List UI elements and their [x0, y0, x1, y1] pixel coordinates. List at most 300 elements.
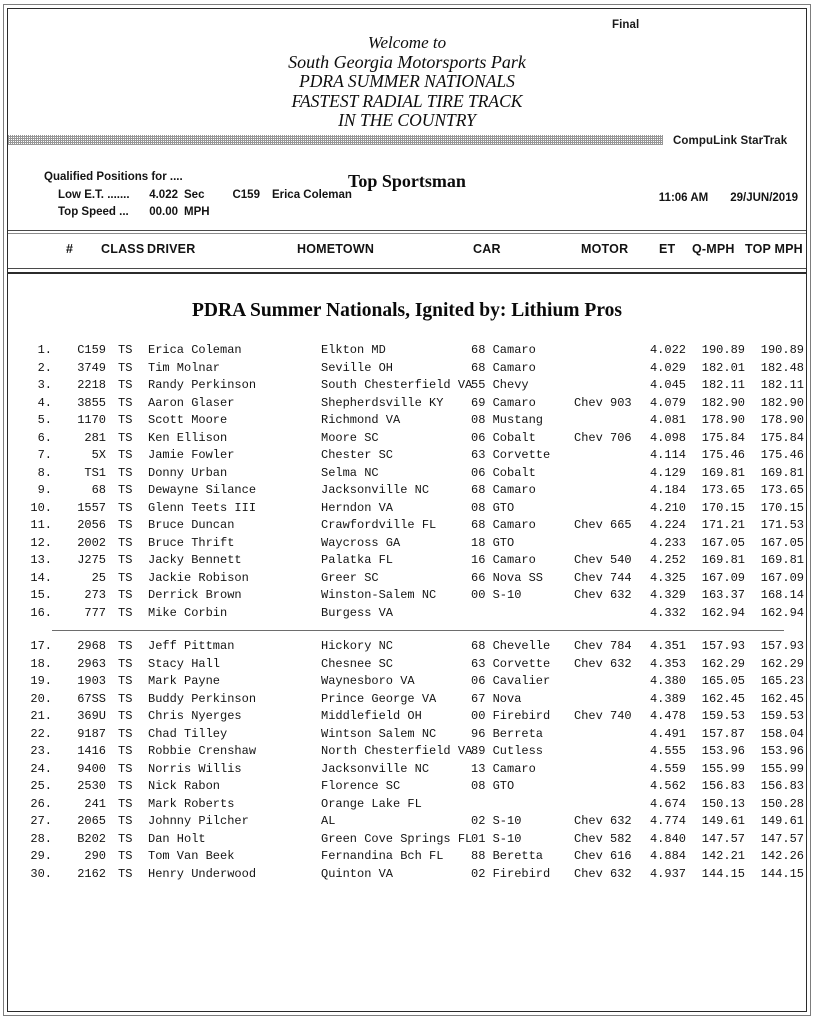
row-driver: Tim Molnar	[148, 360, 221, 375]
row-qmph: 156.83	[701, 779, 745, 793]
row-class: TS	[118, 378, 133, 392]
row-topmph: 167.05	[760, 535, 804, 550]
row-et: 4.389	[649, 691, 686, 706]
row-topmph: 162.45	[760, 691, 804, 706]
row-et: 4.045	[649, 378, 686, 392]
row-et: 4.555	[649, 744, 686, 758]
welcome-line-event: PDRA SUMMER NATIONALS	[299, 71, 515, 91]
row-car: 88 Beretta	[471, 849, 544, 863]
table-row	[8, 656, 806, 674]
table-row	[8, 500, 806, 518]
table-row	[8, 552, 806, 570]
table-row	[8, 673, 806, 691]
table-row	[8, 342, 806, 360]
row-driver: Chris Nyerges	[148, 709, 242, 723]
row-qmph: 147.57	[701, 831, 745, 846]
row-position: 26.	[30, 796, 52, 811]
row-topmph: 162.29	[760, 656, 804, 671]
table-row	[8, 813, 806, 831]
row-topmph: 170.15	[760, 500, 804, 515]
row-class: TS	[118, 430, 133, 445]
row-car: 68 Camaro	[471, 518, 536, 532]
row-et: 4.252	[649, 553, 686, 567]
row-driver: Nick Rabon	[148, 779, 221, 793]
row-class: TS	[118, 360, 133, 375]
row-qmph: 162.29	[701, 656, 745, 671]
row-topmph: 169.81	[760, 465, 804, 480]
row-driver: Jacky Bennett	[148, 553, 242, 567]
row-motor: Chev 740	[574, 709, 632, 723]
row-car-number: 1170	[77, 413, 106, 427]
row-car: 06 Cobalt	[471, 430, 536, 445]
row-class: TS	[118, 674, 133, 688]
row-motor: Chev 632	[574, 866, 632, 881]
row-car-number: 2056	[77, 518, 106, 532]
row-topmph: 165.23	[760, 674, 804, 688]
row-motor: Chev 665	[574, 518, 632, 532]
row-driver: Dan Holt	[148, 831, 206, 846]
row-et: 4.884	[649, 849, 686, 863]
row-car: 01 S-10	[471, 831, 522, 846]
row-qmph: 157.87	[701, 726, 745, 741]
row-car: 63 Corvette	[471, 656, 551, 671]
row-class: TS	[118, 709, 133, 723]
row-car-number: 1557	[77, 500, 106, 515]
row-position: 23.	[30, 744, 52, 758]
row-hometown: Prince George VA	[321, 691, 437, 706]
table-row	[8, 761, 806, 779]
table-row	[8, 587, 806, 605]
row-position: 18.	[30, 656, 52, 671]
row-position: 1.	[37, 343, 52, 357]
row-class: TS	[118, 343, 133, 357]
table-row	[8, 535, 806, 553]
row-qmph: 157.93	[701, 639, 745, 653]
column-header-hometown: HOMETOWN	[297, 242, 375, 256]
row-position: 21.	[30, 709, 52, 723]
row-position: 10.	[30, 500, 52, 515]
row-hometown: Shepherdsville KY	[321, 395, 444, 410]
table-row	[8, 412, 806, 430]
row-class: TS	[118, 831, 133, 846]
row-hometown: Winston-Salem NC	[321, 588, 437, 602]
row-driver: Jamie Fowler	[148, 448, 235, 462]
row-driver: Jackie Robison	[148, 570, 249, 585]
column-header-motor: MOTOR	[581, 242, 629, 256]
row-motor: Chev 744	[574, 570, 632, 585]
row-et: 4.937	[649, 866, 686, 881]
row-hometown: Chesnee SC	[321, 656, 394, 671]
row-qmph: 175.84	[701, 430, 745, 445]
row-et: 4.325	[649, 570, 686, 585]
table-row	[8, 482, 806, 500]
row-hometown: Moore SC	[321, 430, 379, 445]
row-position: 5.	[37, 413, 52, 427]
row-car-number: 273	[84, 588, 106, 602]
row-driver: Bruce Duncan	[148, 518, 235, 532]
table-row	[8, 831, 806, 849]
row-hometown: North Chesterfield VA	[321, 744, 473, 758]
table-row	[8, 848, 806, 866]
row-qmph: 182.90	[701, 395, 745, 410]
row-class: TS	[118, 413, 133, 427]
row-car: 18 GTO	[471, 535, 515, 550]
row-qmph: 167.09	[701, 570, 745, 585]
row-et: 4.098	[649, 430, 686, 445]
row-position: 25.	[30, 779, 52, 793]
row-topmph: 149.61	[760, 814, 804, 828]
row-car: 68 Camaro	[471, 483, 536, 497]
timestamp-block	[659, 192, 798, 204]
row-class: TS	[118, 796, 133, 811]
row-car-number: 25	[91, 570, 106, 585]
row-car-number: 9400	[77, 761, 106, 776]
row-et: 4.184	[649, 483, 686, 497]
row-motor: Chev 616	[574, 849, 632, 863]
row-topmph: 190.89	[760, 343, 804, 357]
row-topmph: 159.53	[760, 709, 804, 723]
row-qmph: 150.13	[701, 796, 745, 811]
row-class: TS	[118, 465, 133, 480]
column-header-qmph: Q-MPH	[692, 242, 735, 256]
row-et: 4.079	[649, 395, 686, 410]
row-topmph: 153.96	[760, 744, 804, 758]
row-motor: Chev 784	[574, 639, 632, 653]
row-driver: Robbie Crenshaw	[148, 744, 257, 758]
row-driver: Bruce Thrift	[148, 535, 235, 550]
row-car-number: B202	[77, 831, 106, 846]
table-row	[8, 517, 806, 535]
column-header-et: ET	[659, 242, 676, 256]
row-topmph: 175.84	[760, 430, 804, 445]
row-car-number: 2218	[77, 378, 106, 392]
row-car-number: 3749	[77, 360, 106, 375]
row-position: 11.	[30, 518, 52, 532]
row-qmph: 163.37	[701, 588, 745, 602]
row-position: 8.	[37, 465, 52, 480]
row-position: 7.	[37, 448, 52, 462]
row-position: 3.	[37, 378, 52, 392]
row-et: 4.774	[649, 814, 686, 828]
row-et: 4.491	[649, 726, 686, 741]
row-car: 89 Cutless	[471, 744, 544, 758]
row-hometown: South Chesterfield VA	[321, 378, 473, 392]
row-et: 4.029	[649, 360, 686, 375]
row-qmph: 170.15	[701, 500, 745, 515]
row-class: TS	[118, 639, 133, 653]
row-driver: Erica Coleman	[148, 343, 242, 357]
row-class: TS	[118, 744, 133, 758]
row-position: 28.	[30, 831, 52, 846]
row-position: 12.	[30, 535, 52, 550]
column-header-car: CAR	[473, 242, 501, 256]
row-driver: Derrick Brown	[148, 588, 242, 602]
row-motor: Chev 632	[574, 588, 632, 602]
row-hometown: Jacksonville NC	[321, 483, 430, 497]
row-hometown: Quinton VA	[321, 866, 394, 881]
row-car: 63 Corvette	[471, 448, 551, 462]
row-position: 15.	[30, 588, 52, 602]
table-row	[8, 447, 806, 465]
row-class: TS	[118, 866, 133, 881]
halftone-divider-strip	[8, 135, 663, 145]
table-row	[8, 866, 806, 884]
row-topmph: 147.57	[760, 831, 804, 846]
row-car: 02 S-10	[471, 814, 522, 828]
row-car-number: 67SS	[77, 691, 106, 706]
row-hometown: Seville OH	[321, 360, 394, 375]
low-et-label: Low E.T. .......	[58, 188, 130, 201]
table-column-header	[8, 242, 806, 262]
row-position: 4.	[37, 395, 52, 410]
row-car: 00 Firebird	[471, 709, 551, 723]
row-qmph: 182.01	[701, 360, 745, 375]
row-class: TS	[118, 553, 133, 567]
row-position: 20.	[30, 691, 52, 706]
row-class: TS	[118, 483, 133, 497]
row-car: 06 Cobalt	[471, 465, 536, 480]
row-et: 4.329	[649, 588, 686, 602]
row-topmph: 142.26	[760, 849, 804, 863]
row-topmph: 182.90	[760, 395, 804, 410]
row-car-number: 2162	[77, 866, 106, 881]
row-car: 67 Nova	[471, 691, 522, 706]
column-header-position: #	[66, 242, 74, 256]
row-hometown: AL	[321, 814, 336, 828]
header-rule-top-2	[8, 233, 806, 234]
row-driver: Mike Corbin	[148, 605, 228, 620]
row-hometown: Waycross GA	[321, 535, 401, 550]
row-car: 08 Mustang	[471, 413, 544, 427]
row-car-number: 3855	[77, 395, 106, 410]
table-row	[8, 395, 806, 413]
row-topmph: 173.65	[760, 483, 804, 497]
row-position: 30.	[30, 866, 52, 881]
low-et-value: 4.022	[149, 188, 178, 201]
row-qmph: 171.21	[701, 518, 745, 532]
row-position: 6.	[37, 430, 52, 445]
row-hometown: Orange Lake FL	[321, 796, 422, 811]
row-class: TS	[118, 588, 133, 602]
row-et: 4.351	[649, 639, 686, 653]
row-class: TS	[118, 656, 133, 671]
row-topmph: 155.99	[760, 761, 804, 776]
row-topmph: 158.04	[760, 726, 804, 741]
results-table-body	[8, 342, 806, 883]
row-car-number: 9187	[77, 726, 106, 741]
row-class: TS	[118, 395, 133, 410]
print-date: 29/JUN/2019	[730, 192, 798, 204]
row-motor: Chev 540	[574, 553, 632, 567]
row-topmph: 171.53	[760, 518, 804, 532]
row-position: 17.	[30, 639, 52, 653]
row-et: 4.129	[649, 465, 686, 480]
row-hometown: Hickory NC	[321, 639, 394, 653]
top-speed-value: 00.00	[149, 206, 178, 218]
row-qmph: 144.15	[701, 866, 745, 881]
table-row	[8, 708, 806, 726]
row-qmph: 167.05	[701, 535, 745, 550]
row-hometown: Herndon VA	[321, 500, 394, 515]
row-car: 69 Camaro	[471, 395, 536, 410]
qualified-heading: Qualified Positions for ....	[44, 171, 183, 183]
row-car: 66 Nova SS	[471, 570, 544, 585]
row-et: 4.840	[649, 831, 686, 846]
row-car: 08 GTO	[471, 779, 515, 793]
row-class: TS	[118, 761, 133, 776]
row-class: TS	[118, 448, 133, 462]
row-qmph: 153.96	[701, 744, 745, 758]
table-row	[8, 377, 806, 395]
row-car-number: 2065	[77, 814, 106, 828]
row-et: 4.022	[649, 343, 686, 357]
row-driver: Dewayne Silance	[148, 483, 257, 497]
row-car-number: 2002	[77, 535, 106, 550]
row-class: TS	[118, 814, 133, 828]
table-row	[8, 743, 806, 761]
row-car: 16 Camaro	[471, 553, 536, 567]
row-motor: Chev 706	[574, 430, 632, 445]
row-car: 13 Camaro	[471, 761, 536, 776]
welcome-line-tagline-2: IN THE COUNTRY	[338, 110, 476, 130]
column-header-topmph: TOP MPH	[745, 242, 803, 256]
print-time: 11:06 AM	[658, 192, 709, 204]
row-topmph: 167.09	[760, 570, 804, 585]
row-hometown: Chester SC	[321, 448, 394, 462]
row-car: 68 Chevelle	[471, 639, 551, 653]
row-qmph: 190.89	[701, 343, 745, 357]
row-car-number: TS1	[84, 465, 106, 480]
row-topmph: 175.46	[760, 448, 804, 462]
venue-welcome-block	[8, 33, 806, 131]
top-speed-unit: MPH	[184, 206, 210, 218]
row-position: 14.	[30, 570, 52, 585]
row-hometown: Crawfordville FL	[321, 518, 437, 532]
row-qmph: 142.21	[701, 849, 745, 863]
row-driver: Mark Payne	[148, 674, 221, 688]
event-sponsor-banner: PDRA Summer Nationals, Ignited by: Lithium Pros	[192, 300, 622, 321]
row-car: 08 GTO	[471, 500, 515, 515]
row-class: TS	[118, 535, 133, 550]
row-motor: Chev 903	[574, 395, 632, 410]
welcome-line-tagline-1: FASTEST RADIAL TIRE TRACK	[291, 90, 523, 111]
row-driver: Buddy Perkinson	[148, 691, 257, 706]
row-topmph: 182.11	[760, 378, 804, 392]
table-row	[8, 726, 806, 744]
row-driver: Scott Moore	[148, 413, 228, 427]
column-header-class: CLASS	[101, 242, 145, 256]
row-driver: Tom Van Beek	[148, 849, 235, 863]
row-car-number: 369U	[77, 709, 106, 723]
row-car: 06 Cavalier	[471, 674, 551, 688]
row-car: 68 Camaro	[471, 360, 536, 375]
row-hometown: Green Cove Springs FL	[321, 831, 473, 846]
low-et-unit: Sec	[184, 188, 205, 201]
top-speed-line	[44, 204, 352, 222]
row-topmph: 168.14	[760, 588, 804, 602]
final-status-label: Final	[612, 19, 640, 31]
row-topmph: 157.93	[760, 639, 804, 653]
row-topmph: 144.15	[760, 866, 804, 881]
row-topmph: 162.94	[760, 605, 804, 620]
table-row	[8, 360, 806, 378]
low-et-driver-name: Erica Coleman	[271, 188, 352, 201]
row-qmph: 169.81	[701, 553, 745, 567]
row-qmph: 175.46	[701, 448, 745, 462]
row-driver: Henry Underwood	[148, 866, 257, 881]
row-et: 4.674	[649, 796, 686, 811]
table-row	[8, 605, 806, 623]
row-driver: Donny Urban	[148, 465, 228, 480]
row-hometown: Greer SC	[321, 570, 379, 585]
row-motor: Chev 582	[574, 831, 632, 846]
row-et: 4.559	[649, 761, 686, 776]
table-row	[8, 691, 806, 709]
row-position: 9.	[37, 483, 52, 497]
row-topmph: 150.28	[760, 796, 804, 811]
row-hometown: Richmond VA	[321, 413, 401, 427]
row-topmph: 178.90	[760, 413, 804, 427]
row-driver: Ken Ellison	[148, 430, 228, 445]
row-topmph: 169.81	[760, 553, 804, 567]
row-qmph: 173.65	[701, 483, 745, 497]
row-position: 13.	[30, 553, 52, 567]
row-qmph: 155.99	[701, 761, 745, 776]
row-qmph: 182.11	[701, 378, 745, 392]
row-car-number: J275	[77, 553, 106, 567]
row-driver: Johnny Pilcher	[148, 814, 249, 828]
row-position: 19.	[30, 674, 52, 688]
row-qmph: 169.81	[701, 465, 745, 480]
row-qmph: 178.90	[701, 413, 745, 427]
row-et: 4.224	[649, 518, 686, 532]
row-hometown: Elkton MD	[321, 343, 386, 357]
low-et-car-number: C159	[232, 188, 260, 201]
class-title: Top Sportsman	[348, 171, 466, 191]
row-driver: Chad Tilley	[148, 726, 228, 741]
column-header-driver: DRIVER	[147, 242, 196, 256]
row-driver: Glenn Teets III	[148, 500, 257, 515]
row-car-number: 290	[84, 849, 106, 863]
row-driver: Randy Perkinson	[148, 378, 257, 392]
top-speed-label: Top Speed ...	[58, 206, 129, 218]
row-et: 4.081	[649, 413, 686, 427]
welcome-line-venue: South Georgia Motorsports Park	[288, 51, 526, 72]
row-car-number: 241	[84, 796, 106, 811]
row-car-number: 2530	[77, 779, 106, 793]
row-class: TS	[118, 779, 133, 793]
row-et: 4.478	[649, 709, 686, 723]
row-car: 55 Chevy	[471, 378, 529, 392]
row-car-number: C159	[77, 343, 106, 357]
row-driver: Stacy Hall	[148, 656, 221, 671]
row-motor: Chev 632	[574, 814, 632, 828]
row-class: TS	[118, 605, 133, 620]
row-position: 2.	[37, 360, 52, 375]
row-car-number: 777	[84, 605, 106, 620]
row-car-number: 1416	[77, 744, 106, 758]
row-et: 4.233	[649, 535, 686, 550]
row-qmph: 162.94	[701, 605, 745, 620]
table-row	[8, 430, 806, 448]
table-row	[8, 570, 806, 588]
row-hometown: Middlefield OH	[321, 709, 422, 723]
row-position: 22.	[30, 726, 52, 741]
header-rule-bottom-1	[8, 268, 806, 269]
row-car-number: 1903	[77, 674, 106, 688]
table-row	[8, 638, 806, 656]
table-row	[8, 465, 806, 483]
